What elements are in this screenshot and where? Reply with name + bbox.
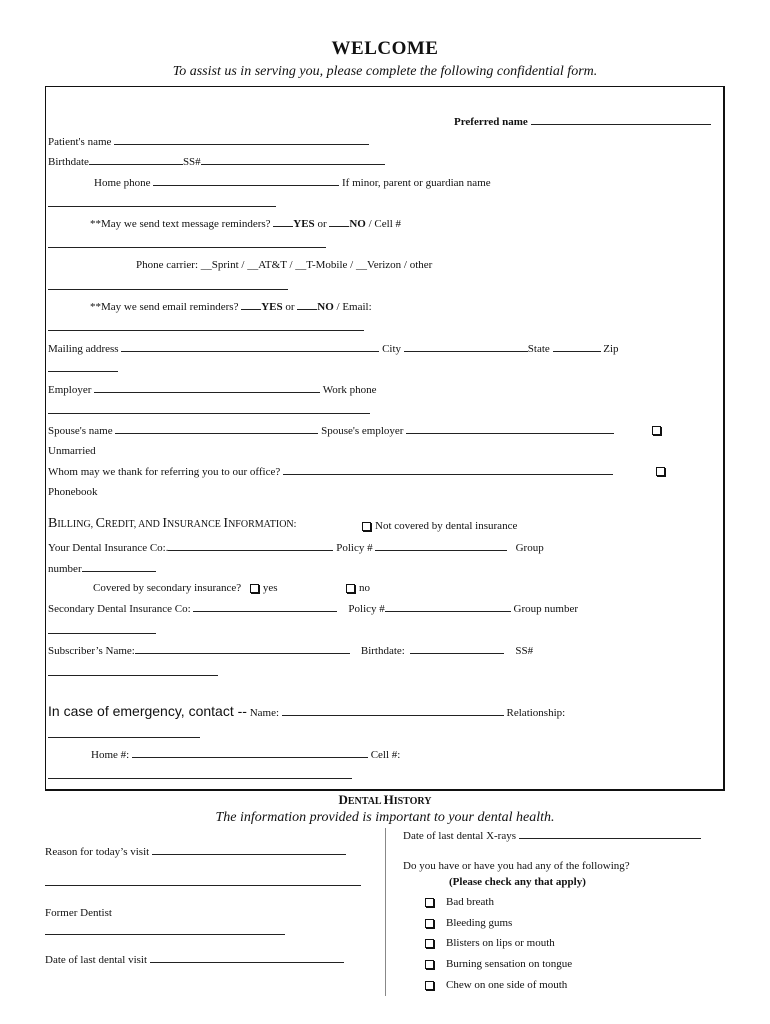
- ss-label: SS#: [182, 156, 201, 168]
- condition-label: Bad breath: [446, 896, 494, 908]
- email-label: / Email:: [336, 301, 372, 313]
- employer-field[interactable]: [94, 382, 320, 393]
- secondary-question-row: [93, 581, 278, 595]
- birthdate-field[interactable]: [89, 154, 183, 165]
- condition-checkbox[interactable]: [425, 960, 434, 969]
- relationship-field[interactable]: [48, 727, 200, 738]
- cell-label: / Cell #: [368, 218, 401, 230]
- secondary-group-field[interactable]: [48, 623, 156, 634]
- carrier-other-field[interactable]: [48, 279, 288, 290]
- home-phone-field[interactable]: [153, 175, 339, 186]
- phonebook-checkbox[interactable]: [656, 467, 665, 476]
- email-reminder-question: **May we send email reminders?: [90, 301, 239, 313]
- preferred-name-field[interactable]: [531, 114, 711, 125]
- birthdate-label: Birthdate: [48, 156, 89, 168]
- reason-field[interactable]: [152, 844, 346, 855]
- email-or-label: or: [285, 301, 295, 313]
- subscriber-birthdate-label: Birthdate:: [360, 645, 405, 657]
- dental-history-title-ental: ENTAL: [347, 796, 384, 807]
- condition-item: [425, 916, 512, 930]
- not-covered-label: Not covered by dental insurance: [375, 520, 518, 532]
- condition-item: [425, 895, 494, 909]
- emergency-name-field[interactable]: [282, 705, 504, 716]
- secondary-yes-label: yes: [262, 582, 278, 594]
- work-phone-field[interactable]: [48, 403, 370, 414]
- zip-label: Zip: [603, 343, 619, 355]
- unmarried-label: Unmarried: [48, 445, 96, 457]
- text-yes-label: YES: [293, 218, 315, 230]
- insurance-co-label: Your Dental Insurance Co:.: [48, 542, 169, 554]
- mailing-field[interactable]: [121, 341, 379, 352]
- not-covered-checkbox[interactable]: [362, 522, 371, 531]
- spouse-employer-label: Spouse's employer: [321, 425, 404, 437]
- guardian-field[interactable]: [48, 196, 276, 207]
- secondary-no-label: no: [359, 582, 370, 594]
- group-number-row: [48, 561, 156, 576]
- secondary-no-checkbox[interactable]: [346, 584, 355, 593]
- patient-info-box: [45, 86, 725, 791]
- secondary-yes-checkbox[interactable]: [250, 584, 259, 593]
- condition-label: Blisters on lips or mouth: [446, 937, 555, 949]
- billing-heading: [48, 517, 296, 532]
- emergency-home-field[interactable]: [132, 747, 368, 758]
- billing-heading-redit: REDIT, AND: [105, 519, 163, 530]
- reason-field-2[interactable]: [45, 875, 361, 886]
- number-label: number: [48, 563, 82, 575]
- reason-row: [45, 844, 346, 859]
- former-dentist-field[interactable]: [45, 924, 285, 935]
- subscriber-label: Subscriber’s Name:: [48, 645, 135, 657]
- emergency-name-label: Name:: [249, 707, 280, 719]
- secondary-insurance-field[interactable]: [193, 601, 337, 612]
- phone-carrier-row[interactable]: Phone carrier: __Sprint / __AT&T / __T-Mobile / __Verizon / other: [136, 259, 433, 271]
- zip-field[interactable]: [48, 361, 118, 372]
- condition-item: [425, 957, 572, 971]
- xrays-label: Date of last dental X-rays: [403, 830, 517, 842]
- subscriber-field[interactable]: [135, 643, 350, 654]
- emergency-cell-field[interactable]: [48, 768, 352, 779]
- billing-heading-i2: I: [223, 516, 229, 531]
- email-field[interactable]: [48, 320, 364, 331]
- state-field[interactable]: [553, 341, 601, 352]
- referral-field[interactable]: [283, 464, 613, 475]
- billing-heading-b: B: [48, 516, 58, 531]
- referral-label: Whom may we thank for referring you to our office?: [48, 466, 281, 478]
- patient-name-field[interactable]: [114, 134, 369, 145]
- last-visit-label: Date of last dental visit: [45, 954, 148, 966]
- emergency-row: [48, 704, 565, 720]
- condition-checkbox[interactable]: [425, 919, 434, 928]
- condition-label: Burning sensation on tongue: [446, 958, 573, 970]
- subscriber-ss-field[interactable]: [48, 665, 218, 676]
- patient-name-row: [48, 134, 369, 149]
- state-label: State: [527, 343, 550, 355]
- email-yes-field[interactable]: [241, 299, 261, 310]
- secondary-group-label: Group number: [513, 603, 578, 615]
- email-no-field[interactable]: [297, 299, 317, 310]
- spouse-employer-field[interactable]: [406, 423, 614, 434]
- billing-heading-nsurance: NSURANCE: [167, 519, 224, 530]
- email-yes-label: YES: [261, 301, 283, 313]
- ss-field[interactable]: [201, 154, 385, 165]
- preferred-name-row: [454, 114, 711, 129]
- billing-heading-illing: ILLING,: [57, 519, 96, 530]
- email-reminder-row: [90, 299, 372, 314]
- insurance-co-field[interactable]: [168, 540, 333, 551]
- billing-heading-i: I: [162, 516, 167, 531]
- secondary-policy-field[interactable]: [385, 601, 511, 612]
- emergency-home-label: Home #:: [91, 749, 130, 761]
- cell-field[interactable]: [48, 237, 326, 248]
- condition-checkbox[interactable]: [425, 939, 434, 948]
- secondary-question: Covered by secondary insurance?: [93, 582, 242, 594]
- secondary-policy-label: Policy #: [348, 603, 385, 615]
- patient-name-label: Patient's name: [48, 136, 112, 148]
- dental-history-title-h: H: [383, 792, 394, 807]
- text-reminder-question: **May we send text message reminders?: [90, 218, 271, 230]
- birthdate-row: [48, 154, 385, 169]
- secondary-insurance-label: Secondary Dental Insurance Co:: [48, 603, 191, 615]
- mailing-label: Mailing address: [48, 343, 119, 355]
- emergency-phone-row: [91, 747, 400, 762]
- not-covered-row: [362, 519, 517, 533]
- former-dentist-label: Former Dentist: [45, 907, 112, 919]
- xrays-row: [403, 828, 701, 843]
- condition-checkbox[interactable]: [425, 981, 434, 990]
- text-reminder-row: [90, 216, 401, 231]
- employer-label: Employer: [48, 384, 92, 396]
- preferred-name-label: Preferred name: [454, 116, 528, 128]
- condition-item: [425, 936, 555, 950]
- work-phone-label: Work phone: [322, 384, 377, 396]
- relationship-label: Relationship:: [506, 707, 566, 719]
- mailing-row: [48, 341, 619, 356]
- employer-row: [48, 382, 377, 397]
- unmarried-checkbox[interactable]: [652, 426, 661, 435]
- guardian-label: If minor, parent or guardian name: [342, 177, 491, 189]
- spouse-name-field[interactable]: [115, 423, 318, 434]
- billing-heading-c: C: [95, 516, 106, 531]
- home-phone-row: [94, 175, 491, 190]
- group-label: Group: [515, 542, 544, 554]
- dental-history-title: [0, 792, 770, 808]
- subscriber-ss-label: SS#: [515, 645, 534, 657]
- last-visit-field[interactable]: [150, 952, 344, 963]
- referral-row: [48, 464, 613, 479]
- dental-history-title-istory: ISTORY: [393, 796, 432, 807]
- secondary-insurance-row: [48, 601, 578, 616]
- city-label: City: [382, 343, 402, 355]
- subscriber-row: [48, 643, 533, 658]
- text-yes-field[interactable]: [273, 216, 293, 227]
- spouse-row: [48, 423, 614, 438]
- billing-heading-nformation: NFORMATION:: [228, 519, 297, 530]
- text-or-label: or: [317, 218, 327, 230]
- group-number-field[interactable]: [82, 561, 156, 572]
- have-you-question: Do you have or have you had any of the following?: [403, 860, 630, 872]
- policy-label: Policy #: [336, 542, 373, 554]
- city-field[interactable]: [404, 341, 528, 352]
- email-no-label: NO: [317, 301, 334, 313]
- home-phone-label: Home phone: [94, 177, 151, 189]
- condition-label: Bleeding gums: [446, 917, 513, 929]
- dental-history-title-d: D: [338, 792, 348, 807]
- dental-history-subtitle: The information provided is important to your dental health.: [215, 810, 555, 825]
- phonebook-label: Phonebook: [48, 486, 98, 498]
- column-divider: [385, 828, 386, 996]
- last-visit-row: [45, 952, 344, 967]
- subscriber-birthdate-field[interactable]: [410, 643, 504, 654]
- text-no-label: NO: [349, 218, 366, 230]
- insurance-row: [48, 540, 544, 555]
- spouse-name-label: Spouse's name: [48, 425, 113, 437]
- emergency-label: In case of emergency, contact --: [48, 703, 247, 719]
- check-note: (Please check any that apply): [449, 876, 586, 888]
- xrays-field[interactable]: [519, 828, 701, 839]
- emergency-cell-label: Cell #:: [370, 749, 401, 761]
- policy-field[interactable]: [375, 540, 507, 551]
- condition-label: Chew on one side of mouth: [446, 979, 568, 991]
- text-no-field[interactable]: [329, 216, 349, 227]
- condition-checkbox[interactable]: [425, 898, 434, 907]
- condition-item: [425, 978, 567, 992]
- page-title: WELCOME: [331, 38, 439, 59]
- page-subtitle: To assist us in serving you, please complete the following confidential form.: [172, 64, 598, 79]
- reason-label: Reason for today’s visit: [45, 846, 150, 858]
